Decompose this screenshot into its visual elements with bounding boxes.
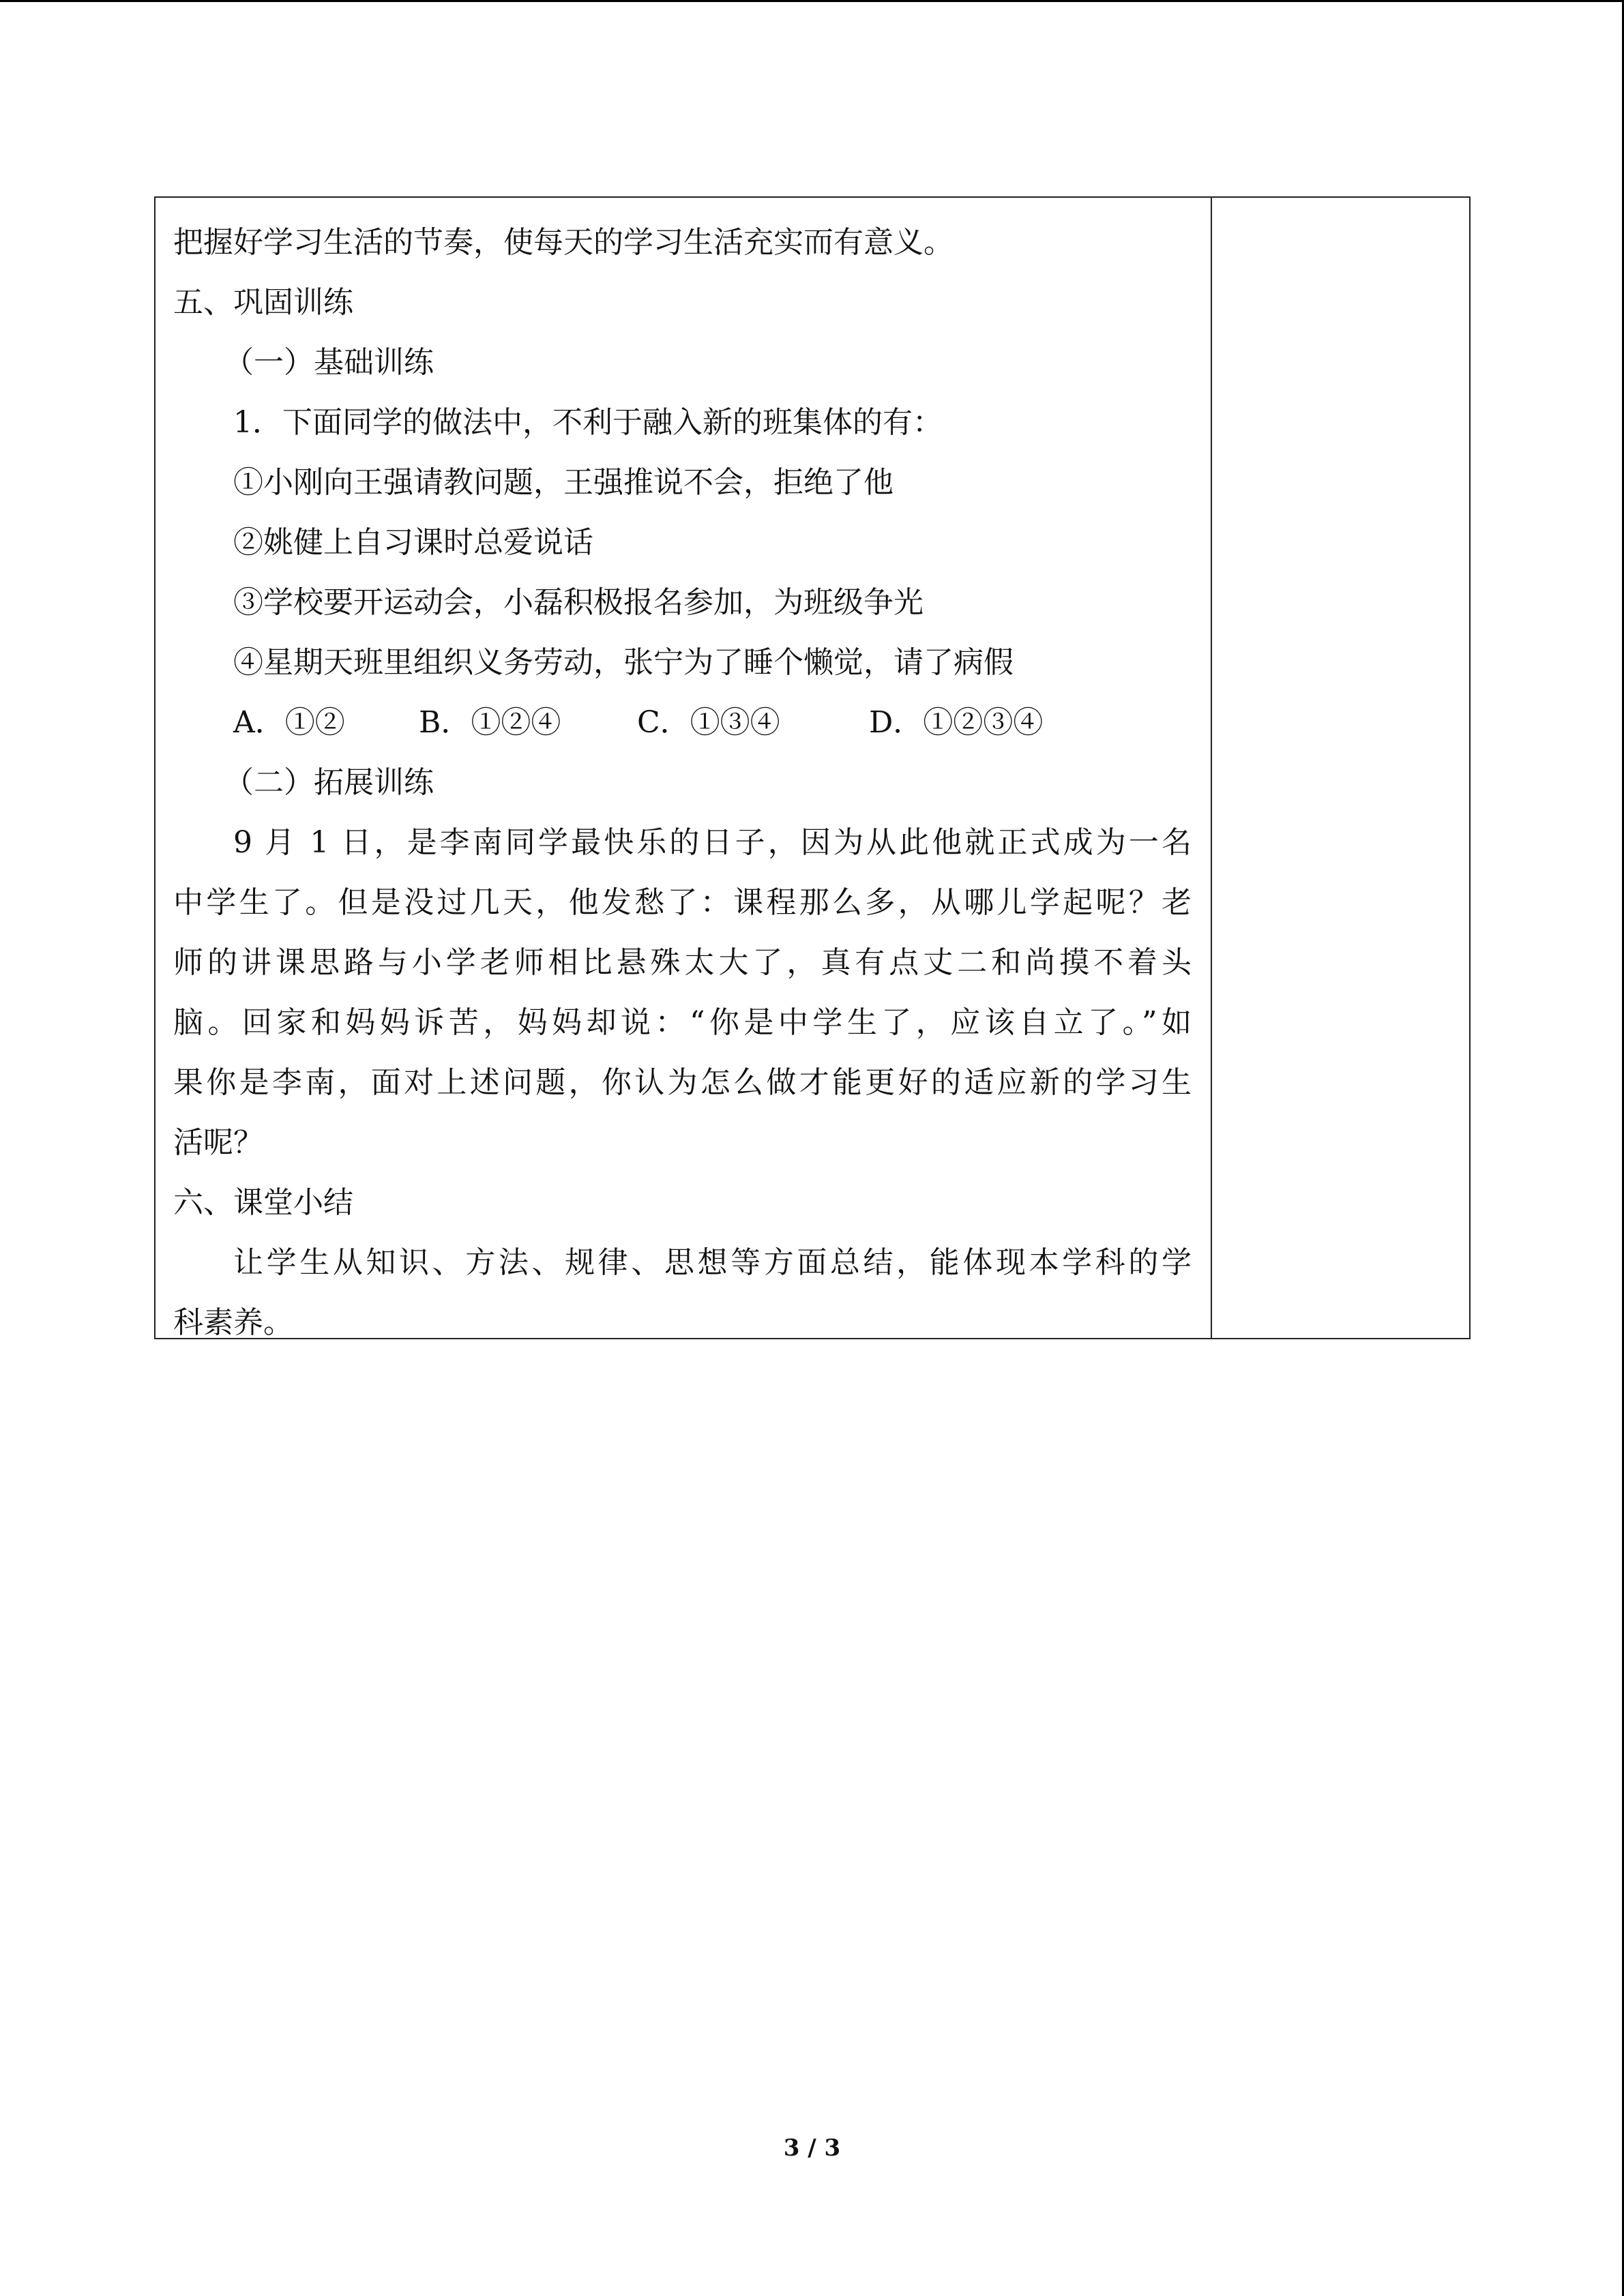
extension-paragraph: [173, 813, 1192, 1173]
paragraph-line: 活呢？: [173, 1125, 263, 1160]
heading-consolidation-training: 五、巩固训练: [173, 285, 353, 320]
top-border-line: [0, 0, 1624, 2]
page-number: 3 / 3: [783, 2134, 841, 2162]
heading-class-summary: 六、课堂小结: [173, 1185, 353, 1220]
subheading-extension-training: （二）拓展训练: [224, 765, 434, 800]
statement-2: ②姚健上自习课时总爱说话: [233, 525, 593, 560]
statement-4: ④星期天班里组织义务劳动，张宁为了睡个懒觉，请了病假: [233, 645, 1014, 680]
lesson-plan-table: [154, 196, 1471, 1339]
answer-options: [173, 693, 1192, 753]
question-1: 1．下面同学的做法中，不利于融入新的班集体的有：: [233, 405, 943, 440]
option-c: C．①③④: [637, 705, 780, 740]
paragraph-line: 师的讲课思路与小学老师相比悬殊太大了，真有点丈二和尚摸不着头: [173, 945, 1192, 980]
option-b: B．①②④: [419, 705, 561, 740]
paragraph-line: 果你是李南，面对上述问题，你认为怎么做才能更好的适应新的学习生: [173, 1065, 1192, 1100]
paragraph-line: 科素养。: [173, 1305, 293, 1338]
statement-3: ③学校要开运动会，小磊积极报名参加，为班级争光: [233, 585, 924, 620]
text-line-rhythm: 把握好学习生活的节奏，使每天的学习生活充实而有意义。: [173, 225, 954, 260]
paragraph-line: 脑。回家和妈妈诉苦，妈妈却说：“你是中学生了，应该自立了。”如: [173, 1005, 1192, 1040]
option-d: D．①②③④: [869, 705, 1044, 740]
statement-1: ①小刚向王强请教问题，王强推说不会，拒绝了他: [233, 465, 894, 500]
option-a: A．①②: [233, 705, 345, 740]
content-cell: [156, 198, 1212, 1338]
paragraph-line: 中学生了。但是没过几天，他发愁了：课程那么多，从哪儿学起呢？老: [173, 885, 1192, 920]
paragraph-line: 让学生从知识、方法、规律、思想等方面总结，能体现本学科的学: [233, 1245, 1192, 1280]
paragraph-line: 9 月 1 日，是李南同学最快乐的日子，因为从此他就正式成为一名: [233, 825, 1192, 860]
summary-paragraph: [173, 1233, 1192, 1338]
subheading-basic-training: （一）基础训练: [224, 345, 434, 380]
notes-cell: [1212, 198, 1469, 1338]
